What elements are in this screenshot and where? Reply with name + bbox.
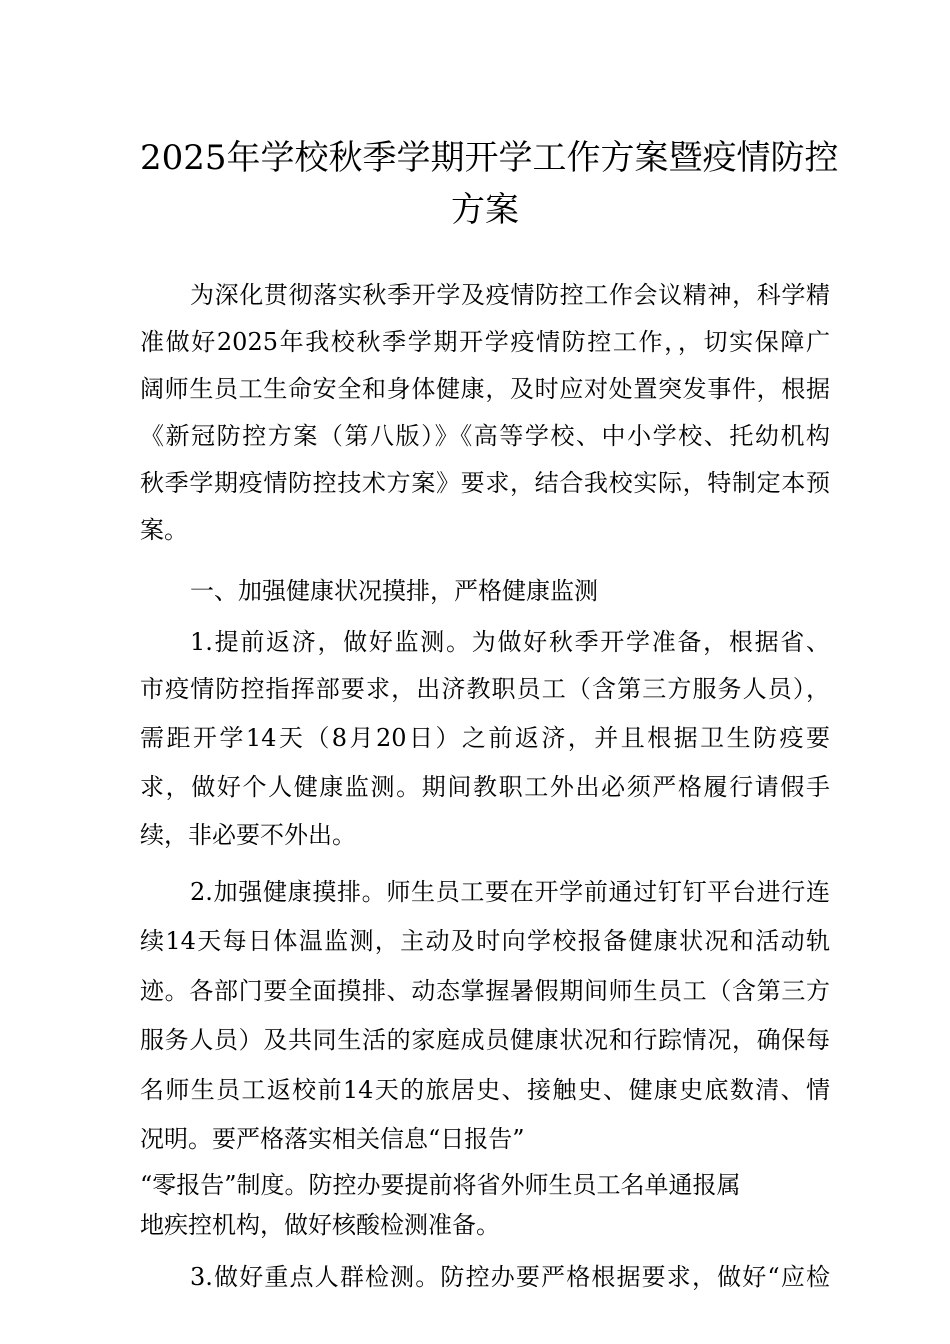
paragraph-line: 2.加强健康摸排。师生员工要在开学前通过钉钉平台进行连 bbox=[190, 878, 830, 906]
paragraph-line: 续14天每日体温监测，主动及时向学校报备健康状况和活动轨 bbox=[140, 927, 830, 955]
paragraph-line: 秋季学期疫情防控技术方案》要求，结合我校实际，特制定本预 bbox=[140, 469, 830, 497]
paragraph-line: 况明。要严格落实相关信息“日报告” bbox=[140, 1125, 525, 1153]
paragraph-line: 续，非必要不外出。 bbox=[140, 821, 356, 849]
paragraph-line: 服务人员）及共同生活的家庭成员健康状况和行踪情况，确保每 bbox=[140, 1026, 830, 1054]
paragraph-line: 名师生员工返校前14天的旅居史、接触史、健康史底数清、情 bbox=[140, 1076, 830, 1104]
section-heading: 一、加强健康状况摸排，严格健康监测 bbox=[190, 577, 598, 605]
paragraph-line: “零报告”制度。防控办要提前将省外师生员工名单通报属 bbox=[140, 1171, 741, 1199]
paragraph-line: 案。 bbox=[140, 516, 188, 544]
paragraph-line: 3.做好重点人群检测。防控办要严格根据要求，做好“应检 bbox=[190, 1263, 830, 1291]
paragraph-line: 地疾控机构，做好核酸检测准备。 bbox=[140, 1211, 500, 1239]
paragraph-line: 市疫情防控指挥部要求，出济教职员工（含第三方服务人员）， bbox=[140, 675, 830, 703]
paragraph-line: 迹。各部门要全面摸排、动态掌握暑假期间师生员工（含第三方 bbox=[140, 977, 830, 1005]
paragraph-line: 《新冠防控方案（第八版）》《高等学校、中小学校、托幼机构 bbox=[140, 422, 830, 450]
document-title-line-1: 2025年学校秋季学期开学工作方案暨疫情防控 bbox=[140, 138, 839, 178]
paragraph-line: 需距开学14天（8月20日）之前返济，并且根据卫生防疫要 bbox=[140, 724, 830, 752]
paragraph-line: 准做好2025年我校秋季学期开学疫情防控工作，，切实保障广 bbox=[140, 328, 830, 356]
paragraph-line: 为深化贯彻落实秋季开学及疫情防控工作会议精神，科学精 bbox=[190, 281, 830, 309]
paragraph-line: 1.提前返济，做好监测。为做好秋季开学准备，根据省、 bbox=[190, 628, 830, 656]
paragraph-line: 阔师生员工生命安全和身体健康，及时应对处置突发事件，根据 bbox=[140, 375, 830, 403]
paragraph-line: 求，做好个人健康监测。期间教职工外出必须严格履行请假手 bbox=[140, 773, 830, 801]
document-title-line-2: 方案 bbox=[451, 190, 519, 230]
